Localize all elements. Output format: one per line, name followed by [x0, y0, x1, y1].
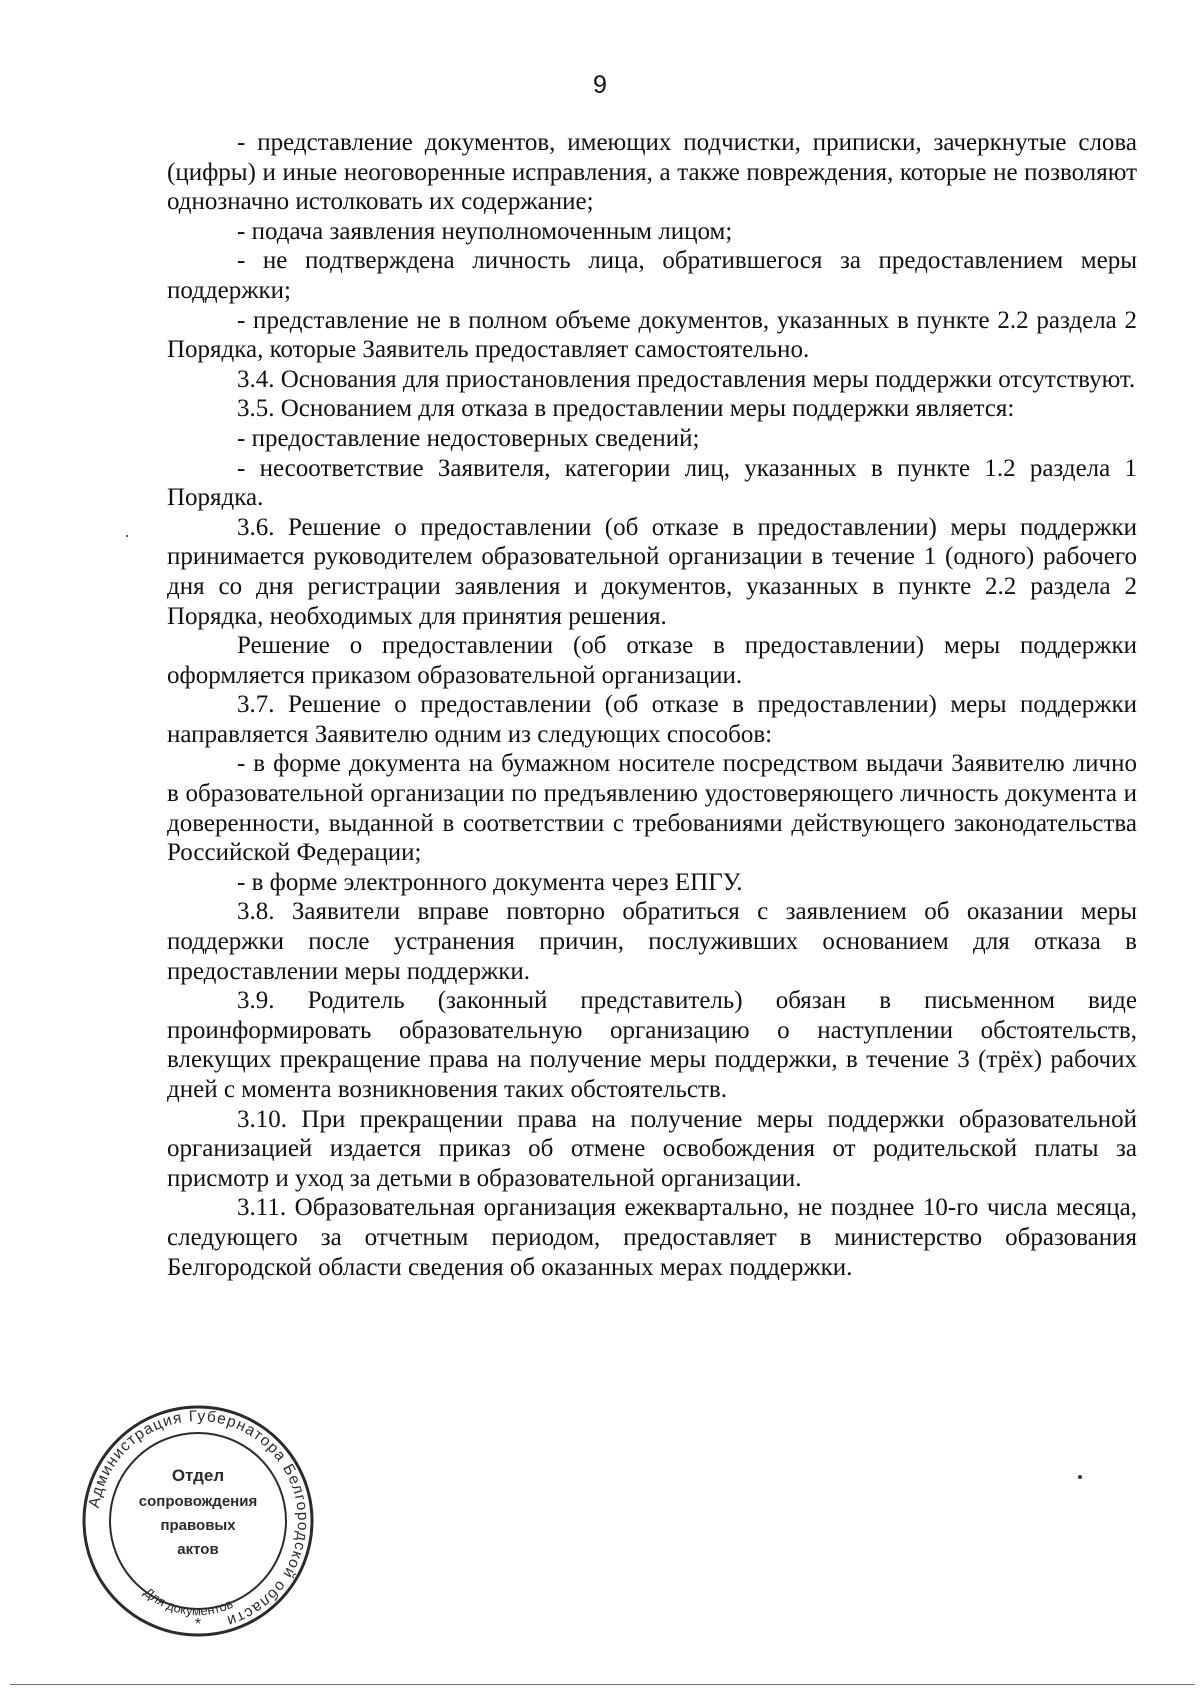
stamp-bottom-text: Для документов [141, 1584, 236, 1619]
stamp-line: правовых [160, 1517, 236, 1534]
paragraph: 3.7. Решение о предоставлении (об отказе в предоставлении) меры поддержки направляется Заявителю одним из следующих способов: [167, 691, 1137, 748]
paragraph: - не подтверждена личность лица, обратившегося за предоставлением меры поддержки; [167, 247, 1137, 304]
paragraph: - в форме электронного документа через ЕПГУ. [237, 868, 743, 896]
paragraph: 3.5. Основанием для отказа в предоставлении меры поддержки является: [237, 395, 1015, 423]
paragraph: - предоставление недостоверных сведений; [237, 424, 700, 452]
paragraph: - в форме документа на бумажном носителе посредством выдачи Заявителю лично в образовательной организации по предъявлению удостоверяющего личность документа и доверенности, выданной в соответствии с требованиями действующего законодательства Российской Федерации; [167, 750, 1137, 867]
stamp-line: сопровождения [138, 1493, 258, 1510]
official-stamp [80, 1403, 316, 1639]
stamp-line: Отдел [171, 1466, 225, 1485]
paragraph: - представление не в полном объеме документов, указанных в пункте 2.2 раздела 2 Порядка, которые Заявитель предоставляет самостоятельно. [167, 306, 1137, 364]
paragraph: 3.4. Основания для приостановления предоставления меры поддержки отсутствуют. [237, 365, 1136, 393]
paragraph: 3.10. При прекращении права на получение меры поддержки образовательной организацией издается приказ об отмене освобождения от родительской платы за присмотр и уход за детьми в образовательной организации. [167, 1105, 1137, 1192]
paragraph: - представление документов, имеющих подчистки, приписки, зачеркнутые слова (цифры) и иные неоговоренные исправления, а также повреждения, которые не позволяют однозначно истолковать их содержание; [167, 129, 1137, 216]
stamp-line: актов [177, 1541, 219, 1558]
paragraph: 3.11. Образовательная организация ежеквартально, не позднее 10-го числа месяца, следующего за отчетным периодом, предоставляет в министерство образования Белгородской области сведения об оказанных мерах поддержки. [167, 1194, 1137, 1281]
paragraph: 3.6. Решение о предоставлении (об отказе в предоставлении) меры поддержки принимается руководителем образовательной организации в течение 1 (одного) рабочего дня со дня регистрации заявления и документов, указанных в пункте 2.2 раздела 2 Порядка, необходимых для принятия решения. [167, 513, 1137, 630]
scan-speck [1078, 1475, 1082, 1479]
stamp-outer-text: Администрация Губернатора Белгородской области [85, 1407, 312, 1630]
stamp-star: * [194, 1616, 202, 1633]
paragraph: - несоответствие Заявителя, категории лиц, указанных в пункте 1.2 раздела 1 Порядка. [167, 454, 1137, 512]
paragraph: 3.8. Заявители вправе повторно обратиться с заявлением об оказании меры поддержки после устранения причин, послуживших основанием для отказа в предоставлении меры поддержки. [167, 898, 1137, 985]
page-number: 9 [593, 71, 607, 99]
paragraph: Решение о предоставлении (об отказе в предоставлении) меры поддержки оформляется приказом образовательной организации. [167, 632, 1137, 689]
paragraph: - подача заявления неуполномоченным лицом; [237, 217, 733, 245]
document-body [167, 128, 1137, 1282]
stamp-seal-graphic [80, 1403, 316, 1639]
page-bottom-edge [10, 1684, 1195, 1685]
paragraph: 3.9. Родитель (законный представитель) обязан в письменном виде проинформировать образовательную организацию о наступлении обстоятельств, влекущих прекращение права на получение меры поддержки, в течение 3 (трёх) рабочих дней с момента возникновения таких обстоятельств. [167, 987, 1137, 1103]
scan-speck [126, 535, 128, 537]
